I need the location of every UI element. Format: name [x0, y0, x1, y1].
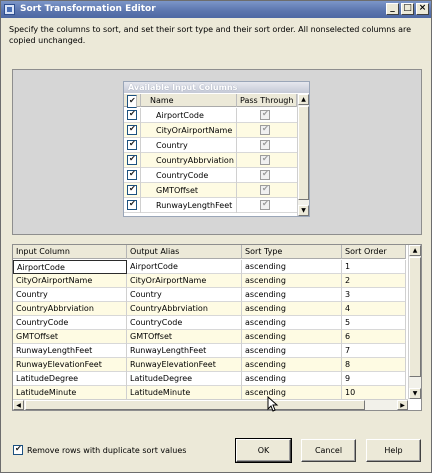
input-column-cell[interactable]: CountryAbbrviation: [13, 302, 127, 316]
available-column-row[interactable]: [124, 168, 297, 183]
input-column-cell[interactable]: LatitudeMinute: [13, 386, 127, 400]
sort-grid-horizontal-scrollbar[interactable]: [13, 399, 408, 410]
column-select-checkbox[interactable]: [127, 140, 137, 150]
column-divider: [140, 183, 141, 198]
sort-order-cell[interactable]: 4: [342, 302, 406, 316]
column-divider: [236, 198, 237, 213]
column-divider: [236, 138, 237, 153]
pass-through-checkbox[interactable]: [260, 155, 270, 165]
output-alias-cell[interactable]: LatitudeMinute: [127, 386, 242, 400]
sort-type-cell[interactable]: ascending: [242, 288, 342, 302]
sort-grid-row[interactable]: [13, 316, 406, 330]
window-title: Sort Transformation Editor: [20, 4, 156, 14]
sort-order-cell[interactable]: 8: [342, 358, 406, 372]
column-divider: [140, 168, 141, 183]
grid-scroll-left-arrow[interactable]: ◀: [13, 400, 24, 410]
pass-through-checkbox[interactable]: [260, 110, 270, 120]
sort-grid-row[interactable]: [13, 344, 406, 358]
column-name: CityOrAirportName: [156, 126, 233, 135]
output-alias-cell[interactable]: LatitudeDegree: [127, 372, 242, 386]
column-divider: [236, 123, 237, 138]
input-column-cell[interactable]: RunwayElevationFeet: [13, 358, 127, 372]
pass-through-checkbox[interactable]: [260, 140, 270, 150]
sort-type-cell[interactable]: ascending: [242, 358, 342, 372]
grid-scroll-down-arrow[interactable]: ▼: [409, 388, 421, 399]
sort-grid-row[interactable]: [13, 372, 406, 386]
sort-type-cell[interactable]: ascending: [242, 302, 342, 316]
mouse-cursor-icon: [267, 396, 279, 412]
available-column-row[interactable]: [124, 123, 297, 138]
sort-type-cell[interactable]: ascending: [242, 330, 342, 344]
remove-duplicates-label[interactable]: Remove rows with duplicate sort values: [27, 446, 187, 455]
grid-scroll-right-arrow[interactable]: ▶: [397, 400, 408, 410]
sort-order-cell[interactable]: 5: [342, 316, 406, 330]
column-divider: [140, 153, 141, 168]
sort-columns-grid[interactable]: [12, 244, 422, 411]
column-divider: [236, 168, 237, 183]
sort-order-header[interactable]: Sort Order: [342, 245, 406, 259]
output-alias-cell[interactable]: CountryCode: [127, 316, 242, 330]
available-columns-title: Available Input Columns: [124, 82, 309, 93]
sort-grid-row[interactable]: [13, 288, 406, 302]
input-column-cell[interactable]: RunwayLengthFeet: [13, 344, 127, 358]
maximize-button[interactable]: □: [401, 3, 414, 15]
column-divider: [140, 198, 141, 213]
sort-type-header[interactable]: Sort Type: [242, 245, 342, 259]
sort-order-cell[interactable]: 10: [342, 386, 406, 400]
pass-through-checkbox[interactable]: [260, 200, 270, 210]
sort-grid-header: [13, 245, 406, 259]
sort-type-cell[interactable]: ascending: [242, 372, 342, 386]
sort-grid-row[interactable]: [13, 358, 406, 372]
pass-through-checkbox[interactable]: [260, 170, 270, 180]
sort-type-cell[interactable]: ascending: [242, 274, 342, 288]
help-button[interactable]: Help: [366, 439, 421, 462]
column-name: CountryAbbrviation: [156, 156, 234, 165]
sort-grid-vertical-scrollbar[interactable]: [408, 245, 421, 399]
column-divider: [236, 153, 237, 168]
sort-type-cell[interactable]: ascending: [242, 316, 342, 330]
cancel-button[interactable]: Cancel: [301, 439, 356, 462]
pass-through-checkbox[interactable]: [260, 125, 270, 135]
pass-through-checkbox[interactable]: [260, 185, 270, 195]
sort-order-cell[interactable]: 1: [342, 260, 406, 274]
select-all-header[interactable]: [124, 94, 141, 107]
grid-scroll-up-arrow[interactable]: ▲: [409, 245, 421, 256]
column-select-checkbox[interactable]: [127, 110, 137, 120]
column-select-checkbox[interactable]: [127, 125, 137, 135]
title-bar[interactable]: [1, 1, 431, 18]
column-divider: [236, 183, 237, 198]
available-column-row[interactable]: [124, 198, 297, 213]
input-column-header[interactable]: Input Column: [13, 245, 127, 259]
column-divider: [140, 108, 141, 123]
sort-type-cell[interactable]: ascending: [242, 386, 342, 400]
close-button[interactable]: ×: [416, 3, 429, 15]
sort-order-cell[interactable]: 7: [342, 344, 406, 358]
scroll-thumb[interactable]: [298, 106, 309, 200]
column-divider: [140, 138, 141, 153]
pass-through-header[interactable]: Pass Through: [237, 94, 297, 107]
column-name: GMTOffset: [156, 186, 199, 195]
select-all-checkbox[interactable]: [127, 95, 137, 108]
input-column-cell[interactable]: LatitudeDegree: [13, 372, 127, 386]
column-name: Country: [156, 141, 188, 150]
available-column-row[interactable]: [124, 183, 297, 198]
column-select-checkbox[interactable]: [127, 185, 137, 195]
column-divider: [236, 108, 237, 123]
grid-horizontal-thumb[interactable]: [25, 400, 365, 410]
sort-grid-row[interactable]: [13, 274, 406, 288]
column-name: AirportCode: [156, 111, 204, 120]
scroll-down-arrow[interactable]: ▼: [298, 205, 309, 216]
output-alias-header[interactable]: Output Alias: [127, 245, 242, 259]
app-icon: [4, 4, 15, 15]
available-column-row[interactable]: [124, 153, 297, 168]
sort-grid-row[interactable]: [13, 386, 406, 400]
input-column-cell[interactable]: GMTOffset: [13, 330, 127, 344]
column-select-checkbox[interactable]: [127, 170, 137, 180]
minimize-button[interactable]: _: [386, 3, 399, 15]
output-alias-cell[interactable]: CityOrAirportName: [127, 274, 242, 288]
available-columns-scrollbar[interactable]: [297, 94, 309, 216]
grid-scroll-thumb[interactable]: [409, 257, 421, 377]
output-alias-cell[interactable]: GMTOffset: [127, 330, 242, 344]
remove-duplicates-checkbox[interactable]: [13, 445, 23, 455]
sort-order-cell[interactable]: 3: [342, 288, 406, 302]
input-column-cell[interactable]: CityOrAirportName: [13, 274, 127, 288]
available-input-columns-box[interactable]: [123, 81, 310, 217]
sort-grid-row[interactable]: [13, 330, 406, 344]
column-name: RunwayLengthFeet: [156, 201, 233, 210]
input-column-cell[interactable]: AirportCode: [13, 260, 127, 274]
sort-grid-row[interactable]: [13, 302, 406, 316]
available-columns-header: [124, 94, 297, 107]
sort-type-cell[interactable]: ascending: [242, 260, 342, 274]
column-name: CountryCode: [156, 171, 209, 180]
sort-type-cell[interactable]: ascending: [242, 344, 342, 358]
output-alias-cell[interactable]: RunwayElevationFeet: [127, 358, 242, 372]
column-divider: [140, 123, 141, 138]
output-alias-cell[interactable]: CountryAbbrviation: [127, 302, 242, 316]
column-select-checkbox[interactable]: [127, 155, 137, 165]
sort-order-cell[interactable]: 2: [342, 274, 406, 288]
name-header[interactable]: Name: [141, 94, 237, 107]
description-text: Specify the columns to sort, and set their sort type and their sort order. All nonselected columns are copied unchanged.: [9, 25, 412, 45]
output-alias-cell[interactable]: Country: [127, 288, 242, 302]
sort-grid-row[interactable]: [13, 260, 406, 274]
available-columns-panel: [12, 69, 422, 235]
available-column-row[interactable]: [124, 138, 297, 153]
ok-button[interactable]: OK: [236, 439, 291, 462]
column-select-checkbox[interactable]: [127, 200, 137, 210]
sort-order-cell[interactable]: 9: [342, 372, 406, 386]
input-column-cell[interactable]: Country: [13, 288, 127, 302]
input-column-cell[interactable]: CountryCode: [13, 316, 127, 330]
scroll-up-arrow[interactable]: ▲: [298, 94, 309, 105]
available-column-row[interactable]: [124, 108, 297, 123]
output-alias-cell[interactable]: AirportCode: [127, 260, 242, 274]
sort-order-cell[interactable]: 6: [342, 330, 406, 344]
output-alias-cell[interactable]: RunwayLengthFeet: [127, 344, 242, 358]
